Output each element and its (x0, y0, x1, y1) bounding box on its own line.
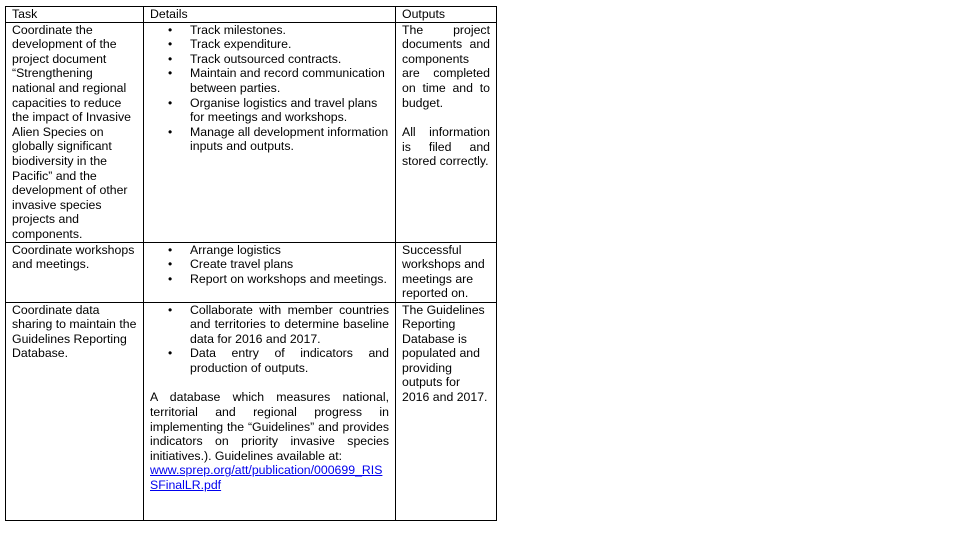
outputs-cell: Successful workshops and meetings are reported on. (396, 242, 497, 302)
list-item: • Track outsourced contracts. (190, 52, 389, 67)
list-item: • Arrange logistics (190, 243, 389, 258)
list-item: • Manage all development information inputs and outputs. (190, 125, 389, 154)
details-list (150, 23, 389, 154)
list-item: • Maintain and record communication between parties. (190, 66, 389, 95)
output-text: The project documents and components are completed on time and to budget. (402, 22, 490, 110)
database-note: A database which measures national, territorial and regional progress in implementing the “Guidelines” and provides indicators on priority invasive species initiatives.). Guidelines available at: (150, 390, 389, 463)
header-details: Details (144, 7, 396, 23)
table-row (6, 302, 497, 521)
list-item: • Data entry of indicators and production of outputs. (190, 346, 389, 375)
table-row (6, 242, 497, 302)
task-cell: Coordinate the development of the project document “Strengthening national and regional capacities to reduce the impact of Invasive Alien Species on globally significant biodiversity in the Pacific” and the development of other invasive species projects and components. (6, 22, 144, 242)
output-text: All information is filed and stored correctly. (402, 125, 490, 169)
list-item: • Organise logistics and travel plans for meetings and workshops. (190, 96, 389, 125)
table-row (6, 22, 497, 242)
task-cell: Coordinate workshops and meetings. (6, 242, 144, 302)
list-item: • Track expenditure. (190, 37, 389, 52)
list-item: • Report on workshops and meetings. (190, 272, 389, 287)
header-task: Task (6, 7, 144, 23)
guidelines-link[interactable]: www.sprep.org/att/publication/000699_RISSFinalLR.pdf (150, 463, 383, 493)
details-cell (144, 242, 396, 302)
header-outputs: Outputs (396, 7, 497, 23)
task-cell: Coordinate data sharing to maintain the Guidelines Reporting Database. (6, 302, 144, 521)
details-cell (144, 302, 396, 521)
header-row (6, 7, 497, 23)
details-cell (144, 22, 396, 242)
details-list (150, 243, 389, 287)
outputs-cell: The Guidelines Reporting Database is populated and providing outputs for 2016 and 2017. (396, 302, 497, 521)
details-list (150, 303, 389, 376)
outputs-cell (396, 22, 497, 242)
list-item: • Collaborate with member countries and territories to determine baseline data for 2016 and 2017. (190, 303, 389, 347)
list-item: • Create travel plans (190, 257, 389, 272)
responsibilities-table (5, 6, 497, 521)
list-item: • Track milestones. (190, 23, 389, 38)
